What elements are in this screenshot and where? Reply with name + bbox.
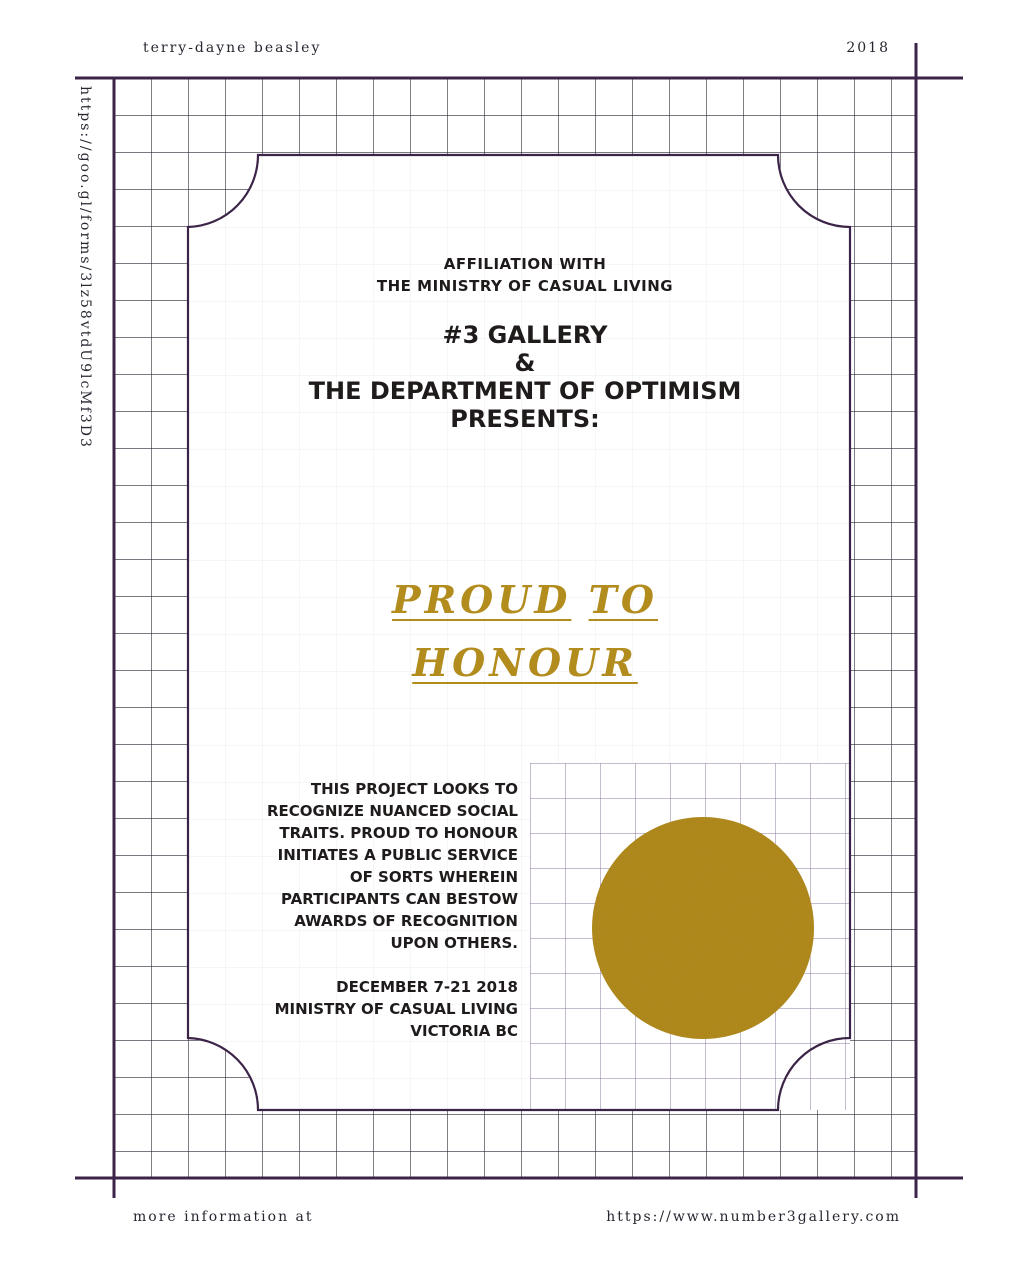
affiliation-heading	[300, 253, 750, 297]
form-url: https://goo.gl/forms/3lz58vtdU9lcMf3D3	[77, 86, 93, 449]
description-line: THIS PROJECT LOOKS TO	[310, 780, 518, 798]
title-word: HONOUR	[412, 640, 638, 685]
description-line: UPON OTHERS.	[390, 934, 518, 952]
title-word: PROUD	[392, 577, 572, 622]
author-name: terry-dayne beasley	[143, 40, 322, 56]
more-info-label: more information at	[133, 1209, 314, 1225]
description-line: AWARDS OF RECOGNITION	[294, 912, 518, 930]
title-word: TO	[588, 577, 658, 622]
presenter-line: PRESENTS:	[450, 405, 600, 433]
year-label: 2018	[846, 40, 890, 56]
event-details	[198, 976, 518, 1042]
event-title	[330, 568, 720, 694]
description-line: INITIATES A PUBLIC SERVICE	[277, 846, 518, 864]
description-line: OF SORTS WHEREIN	[349, 868, 518, 886]
presenter-line: THE DEPARTMENT OF OPTIMISM	[308, 377, 742, 405]
event-dates: DECEMBER 7-21 2018	[336, 978, 518, 996]
event-location: VICTORIA BC	[410, 1022, 518, 1040]
website-link[interactable]: https://www.number3gallery.com	[606, 1209, 901, 1225]
presenters-heading	[260, 321, 790, 433]
description-line: PARTICIPANTS CAN BESTOW	[281, 890, 518, 908]
presenter-line: &	[514, 349, 536, 377]
description-line: RECOGNIZE NUANCED SOCIAL	[266, 802, 518, 820]
description-line: TRAITS. PROUD TO HONOUR	[279, 824, 518, 842]
presenter-line: #3 GALLERY	[442, 321, 608, 349]
affiliation-line: AFFILIATION WITH	[443, 255, 607, 273]
gold-seal	[592, 817, 814, 1039]
project-description	[198, 778, 518, 954]
affiliation-line: THE MINISTRY OF CASUAL LIVING	[376, 277, 674, 295]
event-venue: MINISTRY OF CASUAL LIVING	[274, 1000, 518, 1018]
